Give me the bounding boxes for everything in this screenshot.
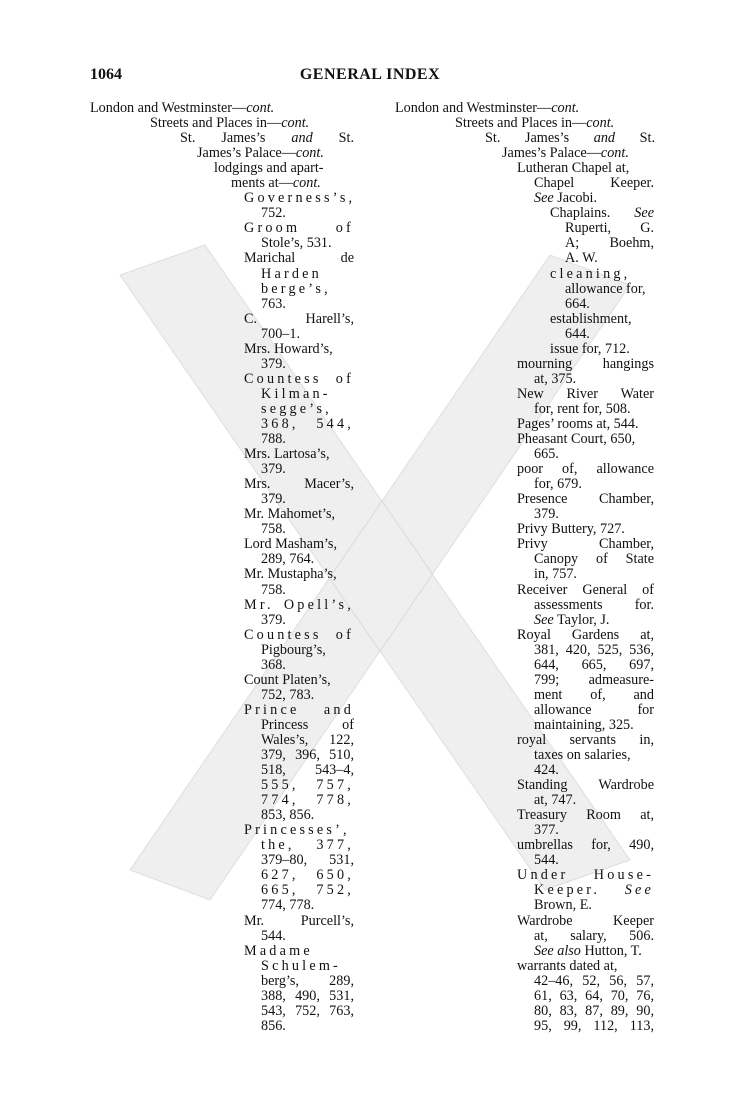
index-line: Princess of (261, 716, 354, 733)
index-line: poor of, allowance (517, 461, 654, 478)
index-line: 379, 396, 510, (261, 747, 354, 764)
index-line: See Taylor, J. (534, 611, 610, 628)
index-line: Pages’ rooms at, 544. (517, 415, 639, 432)
index-line: Groom of (244, 220, 354, 237)
index-line: See Jacobi. (534, 190, 598, 207)
index-line: James’s Palace—cont. (197, 145, 324, 162)
index-line: Pigbourg’s, (261, 641, 326, 658)
index-line: lodgings and apart- (214, 160, 324, 177)
index-line: Mrs. Lartosa’s, (244, 446, 330, 463)
index-line: assessments for. (534, 596, 654, 613)
index-line: umbrellas for, 490, (517, 837, 654, 854)
index-line: warrants dated at, (517, 957, 618, 974)
index-line: for, 679. (534, 476, 582, 493)
index-line: 788. (261, 431, 286, 448)
index-line: 379. (261, 491, 286, 508)
index-line: 379. (261, 461, 286, 478)
index-line: 368, 544, (261, 415, 354, 432)
index-line: maintaining, 325. (534, 716, 634, 733)
index-line: Streets and Places in—cont. (455, 115, 615, 132)
index-line: at, 375. (534, 370, 577, 387)
index-line: Governess’s, (244, 190, 356, 207)
index-line: Marichal de (244, 250, 354, 267)
index-line: Under House- (517, 867, 654, 884)
index-line: 543, 752, 763, (261, 1002, 354, 1019)
index-line: C. Harell’s, (244, 310, 354, 327)
index-line: Brown, E. (534, 897, 592, 914)
index-line: 763. (261, 295, 286, 312)
index-line: 752, 783. (261, 686, 315, 703)
index-line: 289, 764. (261, 551, 315, 568)
index-line: 80, 83, 87, 89, 90, (534, 1002, 654, 1019)
index-line: taxes on salaries, (534, 747, 631, 764)
index-line: mourning hangings (517, 355, 654, 372)
index-column-left (90, 101, 365, 1034)
index-line: Chapel Keeper. (534, 175, 654, 192)
index-line: St. James’s and St. (180, 130, 354, 147)
index-line: 644, 665, 697, (534, 656, 654, 673)
index-line: 758. (261, 581, 286, 598)
index-line: James’s Palace—cont. (502, 145, 629, 162)
index-line: segge’s, (261, 400, 332, 417)
index-line: for, rent for, 508. (534, 400, 631, 417)
index-line: the, 377, (261, 837, 354, 854)
index-line: Privy Chamber, (517, 536, 654, 553)
index-line: Wardrobe Keeper (517, 912, 654, 929)
index-line: 424. (534, 762, 559, 779)
index-line: 377. (534, 822, 559, 839)
index-line: 518, 543–4, (261, 762, 354, 779)
index-line: 61, 63, 64, 70, 76, (534, 987, 654, 1004)
index-line: Countess of (244, 370, 354, 387)
index-line: Countess of (244, 626, 354, 643)
page-header (0, 66, 740, 90)
index-line: establishment, (550, 310, 632, 327)
index-column-right (395, 101, 665, 1034)
running-title: GENERAL INDEX (299, 66, 441, 83)
index-line: Wales’s, 122, (261, 731, 354, 748)
index-line: cleaning, (550, 265, 631, 282)
index-line: allowance for (534, 701, 654, 718)
index-line: allowance for, (565, 280, 646, 297)
index-line: London and Westminster—cont. (90, 100, 275, 116)
index-line: Keeper. See (534, 882, 654, 899)
index-line: Treasury Room at, (517, 807, 654, 824)
index-line: Presence Chamber, (517, 491, 654, 508)
index-line: 379–80, 531, (261, 852, 354, 869)
index-line: 774, 778, (261, 792, 354, 809)
index-line: issue for, 712. (550, 340, 630, 357)
index-line: in, 757. (534, 566, 577, 583)
index-line: A. W. (565, 250, 598, 267)
index-line: Canopy of State (534, 551, 654, 568)
index-line: Madame (244, 942, 313, 959)
index-line: 544. (261, 927, 286, 944)
index-line: 774, 778. (261, 897, 315, 914)
index-line: Pheasant Court, 650, (517, 431, 636, 448)
index-line: 627, 650, (261, 867, 354, 884)
index-line: Privy Buttery, 727. (517, 521, 625, 538)
index-line: 379. (261, 355, 286, 372)
index-line: Mr. Mustapha’s, (244, 566, 337, 583)
index-line: 42–46, 52, 56, 57, (534, 972, 654, 989)
index-line: 700–1. (261, 325, 301, 342)
index-line: St. James’s and St. (485, 130, 655, 147)
index-line: 379. (261, 611, 286, 628)
index-line: Receiver General of (517, 581, 654, 598)
index-line: 368. (261, 656, 286, 673)
index-line: 853, 856. (261, 807, 315, 824)
index-line: 379. (534, 506, 559, 523)
index-line: 856. (261, 1017, 286, 1034)
index-line: Stole’s, 531. (261, 235, 332, 252)
page-number: 1064 (90, 66, 122, 83)
index-line: royal servants in, (517, 731, 654, 748)
index-line: See also Hutton, T. (534, 942, 642, 959)
index-line: Mr. Mahomet’s, (244, 506, 336, 523)
index-line: Harden (261, 265, 322, 282)
index-line: Lutheran Chapel at, (517, 160, 630, 177)
index-line: Mr. Opell’s, (244, 596, 354, 613)
index-line: 799; admeasure- (534, 671, 654, 688)
index-line: 665. (534, 446, 559, 463)
index-line: New River Water (517, 385, 654, 402)
index-line: Royal Gardens at, (517, 626, 654, 643)
index-line: 664. (565, 295, 590, 312)
index-line: Mr. Purcell’s, (244, 912, 354, 929)
index-line: ments at—cont. (231, 175, 321, 192)
index-line: A; Boehm, (565, 235, 654, 252)
index-line: 95, 99, 112, 113, (534, 1017, 654, 1034)
index-line: 665, 752, (261, 882, 354, 899)
index-line: at, salary, 506. (534, 927, 654, 944)
index-line: 644. (565, 325, 590, 342)
index-line: Schulem- (261, 957, 341, 974)
index-line: 544. (534, 852, 559, 869)
index-line: at, 747. (534, 792, 577, 809)
index-line: London and Westminster—cont. (395, 100, 580, 116)
index-line: Streets and Places in—cont. (150, 115, 310, 132)
index-line: berge’s, (261, 280, 331, 297)
index-line: berg’s, 289, (261, 972, 354, 989)
index-line: Princesses’, (244, 822, 350, 839)
index-line: Prince and (244, 701, 354, 718)
index-line: Ruperti, G. (565, 220, 654, 237)
index-line: 555, 757, (261, 777, 354, 794)
index-line: Lord Masham’s, (244, 536, 337, 553)
index-line: Chaplains. See (550, 205, 654, 222)
index-line: 381, 420, 525, 536, (534, 641, 654, 658)
index-line: Count Platen’s, (244, 671, 331, 688)
index-line: 752. (261, 205, 286, 222)
index-line: Standing Wardrobe (517, 777, 654, 794)
index-line: Kilman- (261, 385, 331, 402)
index-line: 388, 490, 531, (261, 987, 354, 1004)
index-line: Mrs. Macer’s, (244, 476, 354, 493)
index-line: Mrs. Howard’s, (244, 340, 333, 357)
index-line: 758. (261, 521, 286, 538)
index-line: ment of, and (534, 686, 654, 703)
